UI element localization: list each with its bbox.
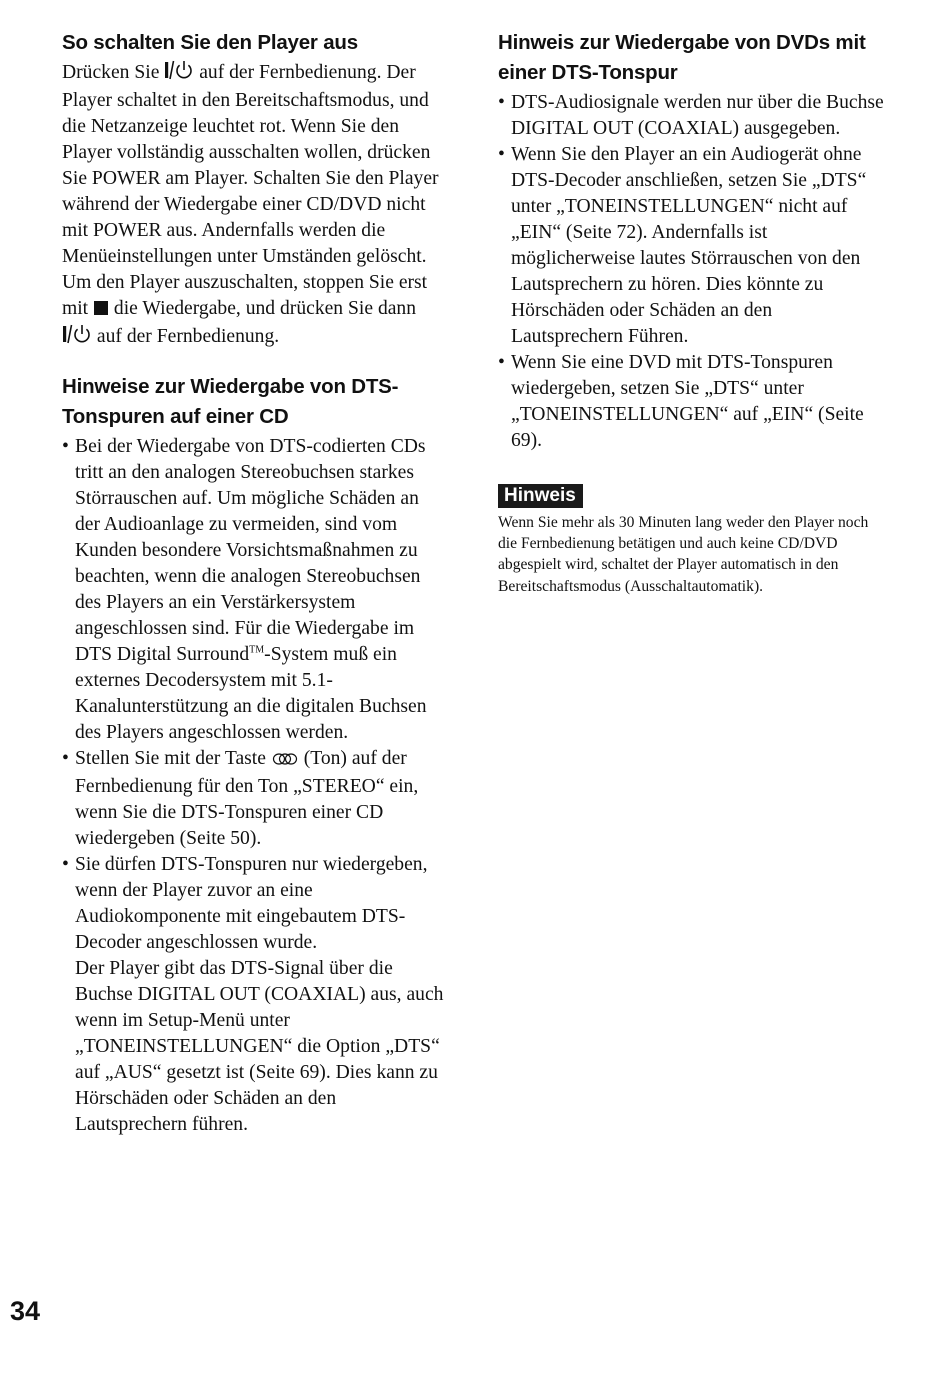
paragraph-power-off: Drücken Sie auf der Fernbedienung. Der Player schaltet in den Bereitschaftsmodus, und die Netzanzeige leuchtet rot. Wenn Sie den Player vollständig ausschalten wollen, drücken Sie POWER am Player. Schalten Sie den Player während der Wiedergabe einer CD/DVD nicht mit POWER aus. Andernfalls werden die Menüeinstellungen unter Umständen gelöscht. Um den Player auszuschalten, stoppen Sie erst mit die Wiedergabe, und drücken Sie dann auf der Fernbedienung. <box>62 60 444 352</box>
page-number: 34 <box>10 1296 41 1326</box>
list-item: • DTS-Audiosignale werden nur über die Buchse DIGITAL OUT (COAXIAL) ausgegeben. <box>498 92 884 139</box>
left-column <box>62 28 444 1138</box>
heading-power-off: So schalten Sie den Player aus <box>62 31 358 54</box>
list-item: • Bei der Wiedergabe von DTS-codierten CDs tritt an den analogen Stereobuchsen starkes Störrauschen auf. Um mögliche Schäden an der Audioanlage zu vermeiden, sind vom Kunden besondere Vorsichtsmaßnahmen zu beachten, wenn die analogen Stereobuchsen des Players an ein Verstärkersystem angeschlossen sind. Für die Wiedergabe im DTS Digital Surround™-System muß ein externes Decodersystem mit 5.1-Kanalunterstützung an die digitalen Buchsen des Players angeschlossen werden. <box>62 436 427 743</box>
right-column <box>498 28 888 597</box>
heading-dts-dvd: Hinweis zur Wiedergabe von DVDs mit einer DTS-Tonspur <box>498 31 866 84</box>
list-item: • Wenn Sie eine DVD mit DTS-Tonspuren wiedergeben, setzen Sie „DTS“ unter „TONEINSTELLUNGEN“ auf „EIN“ (Seite 69). <box>498 352 864 451</box>
list-item: • Wenn Sie den Player an ein Audiogerät ohne DTS-Decoder anschließen, setzen Sie „DTS“ unter „TONEINSTELLUNGEN“ nicht auf „EIN“ (Seite 72). Andernfalls ist möglicherweise lautes Störrauschen von den Lautsprechern zu hören. Dies könnte zu Hörschäden oder Schäden an den Lautsprechern Führen. <box>498 144 867 347</box>
dts-cd-bullet-list <box>62 434 444 1138</box>
list-item: • Sie dürfen DTS-Tonspuren nur wiedergeben, wenn der Player zuvor an eine Audiokomponente mit eingebautem DTS-Decoder angeschlossen wurde. Der Player gibt das DTS-Signal über die Buchse DIGITAL OUT (COAXIAL) aus, auch wenn im Setup-Menü unter „TONEINSTELLUNGEN“ die Option „DTS“ auf „AUS“ gesetzt ist (Seite 69). Dies kann zu Hörschäden oder Schäden an den Lautsprechern führen. <box>62 854 444 1135</box>
audio-button-icon <box>271 748 299 774</box>
dts-dvd-bullet-list <box>498 90 888 454</box>
power-standby-icon <box>164 60 194 88</box>
note-label: Hinweis <box>498 484 583 508</box>
heading-dts-cd: Hinweise zur Wiedergabe von DTS-Tonspuren auf einer CD <box>62 375 399 428</box>
note-text: Wenn Sie mehr als 30 Minuten lang weder den Player noch die Fernbedienung betätigen und auch keine CD/DVD abgespielt wird, schaltet der Player automatisch in den Bereitschaftsmodus (Ausschaltautomatik). <box>498 514 869 595</box>
list-item: • Stellen Sie mit der Taste (Ton) auf der Fernbedienung für den Ton „STEREO“ ein, wenn Sie die DTS-Tonspuren einer CD wiedergeben (Seite 50). <box>62 748 419 849</box>
stop-icon <box>93 298 109 324</box>
trademark-mark: TM <box>249 644 265 656</box>
power-standby-icon <box>62 324 92 352</box>
